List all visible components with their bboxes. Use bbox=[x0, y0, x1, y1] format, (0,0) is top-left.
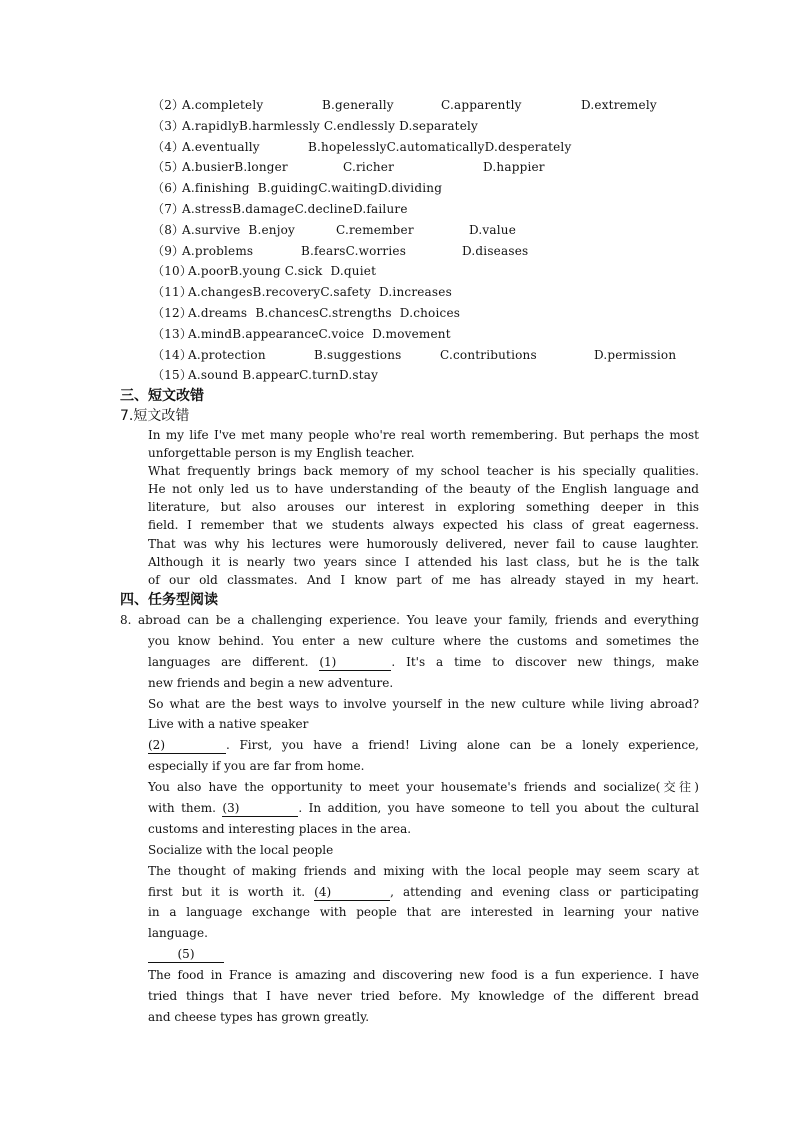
passage-line: in a language exchange with people that are interested in learning your native bbox=[148, 905, 699, 920]
passage-line: literature, but also arouses our interest in exploring something deeper in this bbox=[148, 500, 699, 515]
option-row-15 bbox=[152, 365, 712, 386]
option-b: B.generally bbox=[322, 98, 394, 112]
option-text: A.dreams B.chancesC.strengths D.choices bbox=[188, 305, 461, 320]
answer-blank-5[interactable]: (5) bbox=[148, 947, 224, 963]
passage-text: first but it is worth it. bbox=[148, 884, 315, 899]
option-b: B.hopelesslyC.automaticallyD.desperately bbox=[308, 139, 572, 154]
passage-line: Although it is nearly two years since I attended his last class, but he is the talk bbox=[148, 554, 699, 569]
option-text: A.sound B.appearC.turnD.stay bbox=[188, 368, 379, 383]
passage-line: What frequently brings back memory of my school teacher is his specially qualities. bbox=[148, 464, 699, 479]
option-c: D.diseases bbox=[462, 243, 529, 258]
passage-line: unforgettable person is my English teacher. bbox=[148, 446, 415, 461]
error-correction-passage bbox=[148, 426, 699, 589]
option-row-3 bbox=[152, 116, 712, 137]
passage-line: tried things that I have never tried before. My knowledge of the different bread bbox=[148, 989, 699, 1004]
passage-line: especially if you are far from home. bbox=[148, 759, 365, 774]
passage-line: abroad can be a challenging experience. You leave your family, friends and everything bbox=[138, 613, 699, 627]
passage-line: you know behind. You enter a new culture where the customs and sometimes the bbox=[148, 633, 699, 648]
option-c: D.value bbox=[469, 222, 517, 237]
passage-line bbox=[148, 735, 699, 756]
section-heading-task-reading: 四、任务型阅读 bbox=[120, 592, 218, 608]
option-number: （5） bbox=[152, 160, 185, 175]
section-heading-error-correction: 三、短文改错 bbox=[120, 388, 204, 404]
subheading-live-with-native-speaker: Live with a native speaker bbox=[148, 717, 309, 732]
answer-options-list bbox=[152, 95, 712, 386]
option-c: D.happier bbox=[483, 160, 545, 175]
passage-text: , attending and evening class or participating bbox=[390, 884, 699, 899]
option-text: A.mindB.appearanceC.voice D.movement bbox=[188, 326, 451, 341]
passage-line: In my life I've met many people who're real worth remembering. But perhaps the most bbox=[148, 428, 699, 442]
passage-line: language. bbox=[148, 926, 208, 941]
option-b: C.richer bbox=[343, 160, 395, 175]
passage-line bbox=[148, 798, 699, 819]
option-text: A.finishing B.guidingC.waitingD.dividing bbox=[182, 181, 443, 196]
option-a: A.busierB.longer bbox=[182, 160, 288, 175]
option-number: （13） bbox=[152, 326, 193, 341]
option-a: A.eventually bbox=[182, 139, 260, 154]
option-number: （15） bbox=[152, 368, 193, 383]
answer-blank-3[interactable]: (3) bbox=[222, 801, 298, 817]
question-7-label: 7.短文改错 bbox=[120, 408, 190, 424]
option-row-8 bbox=[152, 220, 712, 241]
passage-text: 交往 bbox=[660, 780, 695, 795]
passage-line: That was why his lectures were humorously delivered, never fail to cause laughter. bbox=[148, 536, 699, 551]
option-d: D.permission bbox=[594, 347, 677, 362]
passage-line bbox=[148, 652, 699, 673]
option-number: （9） bbox=[152, 243, 185, 258]
option-row-12 bbox=[152, 303, 712, 324]
option-number: （12） bbox=[152, 305, 193, 320]
option-text: A.stressB.damageC.declineD.failure bbox=[182, 201, 408, 216]
option-b: B.suggestions bbox=[314, 347, 402, 362]
answer-blank-1[interactable]: (1) bbox=[319, 655, 391, 671]
question-8-number: 8. bbox=[120, 613, 132, 627]
option-number: （14） bbox=[152, 347, 193, 362]
passage-line bbox=[148, 944, 699, 965]
task-reading-passage bbox=[138, 610, 699, 1028]
subheading-socialize-with-locals: Socialize with the local people bbox=[148, 842, 334, 857]
option-number: （6） bbox=[152, 181, 185, 196]
option-a: A.problems bbox=[182, 243, 254, 258]
passage-text: You also have the opportunity to meet your housemate's friends and socialize( bbox=[148, 780, 661, 795]
passage-text: . First, you have a friend! Living alone can be a lonely experience, bbox=[226, 738, 699, 753]
passage-line: He not only led us to have understanding of the beauty of the English language and bbox=[148, 482, 699, 497]
option-number: （2） bbox=[152, 98, 185, 112]
option-number: （4） bbox=[152, 139, 185, 154]
passage-text: . In addition, you have someone to tell you about the cultural bbox=[298, 801, 699, 816]
passage-line: field. I remember that we students always expected his class of great eagerness. bbox=[148, 518, 699, 533]
option-a: A.completely bbox=[182, 98, 264, 112]
option-a: A.survive B.enjoy bbox=[182, 222, 296, 237]
passage-line: customs and interesting places in the area. bbox=[148, 821, 412, 836]
passage-line: and cheese types has grown greatly. bbox=[148, 1009, 370, 1024]
option-row-6 bbox=[152, 178, 712, 199]
option-a: A.protection bbox=[188, 347, 266, 362]
option-text: A.rapidlyB.harmlessly C.endlessly D.separately bbox=[182, 118, 479, 133]
option-c: C.apparently bbox=[441, 98, 522, 112]
option-row-11 bbox=[152, 282, 712, 303]
option-row-5 bbox=[152, 157, 712, 178]
option-row-4 bbox=[152, 137, 712, 158]
passage-line: The thought of making friends and mixing with the local people may seem scary at bbox=[148, 863, 699, 878]
option-b: C.remember bbox=[336, 222, 414, 237]
option-c: C.contributions bbox=[440, 347, 537, 362]
option-row-7 bbox=[152, 199, 712, 220]
option-row-13 bbox=[152, 324, 712, 345]
answer-blank-2[interactable]: (2) bbox=[148, 738, 226, 754]
option-text: A.changesB.recoveryC.safety D.increases bbox=[188, 285, 452, 300]
passage-text: ) bbox=[694, 780, 699, 795]
option-number: （11） bbox=[152, 285, 193, 300]
passage-line: So what are the best ways to involve yourself in the new culture while living abroad? bbox=[148, 696, 699, 711]
option-row-9 bbox=[152, 241, 712, 262]
passage-text: languages are different. bbox=[148, 654, 320, 669]
passage-text: with them. bbox=[148, 801, 223, 816]
passage-text: . It's a time to discover new things, make bbox=[391, 654, 699, 669]
passage-line: of our old classmates. And I know part of me has already stayed in my heart. bbox=[148, 572, 699, 587]
option-number: （8） bbox=[152, 222, 185, 237]
passage-line bbox=[148, 882, 699, 903]
option-number: （3） bbox=[152, 118, 185, 133]
answer-blank-4[interactable]: (4) bbox=[314, 885, 390, 901]
passage-line: The food in France is amazing and discovering new food is a fun experience. I have bbox=[148, 968, 699, 983]
option-number: （10） bbox=[152, 264, 193, 279]
option-row-14 bbox=[152, 345, 712, 366]
option-row-10 bbox=[152, 261, 712, 282]
passage-line: new friends and begin a new adventure. bbox=[148, 675, 394, 690]
passage-line bbox=[148, 777, 699, 798]
option-b: B.fearsC.worries bbox=[301, 243, 407, 258]
option-d: D.extremely bbox=[581, 98, 657, 112]
option-text: A.poorB.young C.sick D.quiet bbox=[188, 264, 377, 279]
option-number: （7） bbox=[152, 201, 185, 216]
option-row-2 bbox=[152, 95, 712, 116]
